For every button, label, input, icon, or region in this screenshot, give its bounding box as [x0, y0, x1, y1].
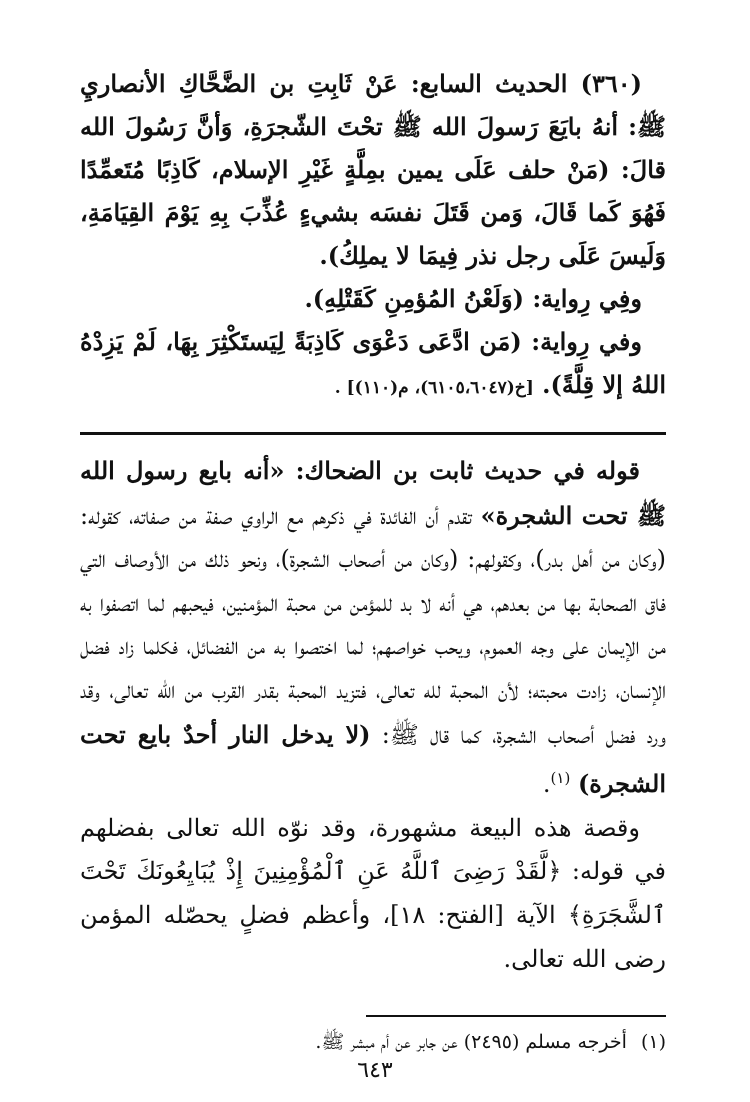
footnote-text: أخرجه مسلم (٢٤٩٥) عن جابر عن أم مبشر ﷺ.	[315, 1031, 627, 1054]
hadith-block	[80, 62, 666, 410]
commentary-quote: (لا يدخل النار أحدٌ بايع تحت الشجرة)	[80, 719, 666, 799]
section-divider	[80, 432, 666, 435]
hadith-main-text: (٣٦٠) الحديث السابع: عَنْ ثَابِتِ بن الضَّحَّاكِ الأنصاريِ ﷺ: أنهُ بايَعَ رَسولَ الله ﷺ تحْتَ الشّجرَةِ، وَأنَّ رَسُولَ الله قالَ: (مَنْ حلف عَلَى يمين بمِلَّةٍ غَيْرِ الإسلام، كَاذِبًا مُتَعمِّدًا فَهُوَ كَما قَالَ، وَمن قَتَلَ نفسَه بشيءٍ عُذِّبَ بِهِ يَوْمَ القِيَامَةِ، وَلَيسَ عَلَى رجل نذر فِيمَا لا يملِكُ).	[80, 69, 666, 270]
page-number: ٦٤٣	[357, 1058, 393, 1083]
hadith-riwaya-1: وفِي رِواية: (وَلَعْنُ المُؤمِنِ كَقَتْلِهِ).	[304, 284, 642, 313]
hadith-references: [خ(٦١٠٥،٦٠٤٧)، م(١١٠)] .	[334, 378, 534, 398]
commentary-body: تقدم أن الفائدة في ذكرهم مع الراوي صفة من صفاته، كقوله: (وكان من أهل بدر)، وكقولهم: (وكان من أصحاب الشجرة)، ونحو ذلك من الأوصاف التي فاق الصحابة بها من بعدهم، هي أنه لا بد للمؤمن من محبة المؤمنين، فيحبهم لما اتصفوا به من الإيمان على وجه العموم، ويحب خواصهم؛ لما اختصوا به من الفضائل، فكلما زاد فضل الإنسان، زادت محبته؛ لأن المحبة لله تعالى، فتزيد المحبة بقدر القرب من الله تعالى، وقد ورد فضل أصحاب الشجرة، كما قال ﷺ:	[80, 501, 667, 749]
commentary-block	[80, 449, 666, 981]
footnote	[80, 1027, 666, 1057]
commentary-end: .	[542, 770, 551, 799]
commentary-p2-intro: وقصة هذه البيعة مشهورة، وقد نوّه الله تعالى بفضلهم في قوله:	[80, 813, 666, 886]
commentary-lead: قوله في حديث ثابت بن الضحاك: «أنه بايع رسول الله ﷺ تحت الشجرة»	[80, 456, 667, 530]
footnote-number: (١)	[640, 1031, 666, 1054]
quran-verse: ﴿لَّقَدْ رَضِىَ ٱللَّهُ عَنِ ٱلْمُؤْمِنِينَ إِذْ يُبَايِعُونَكَ تَحْتَ ٱلشَّجَرَةِ﴾	[80, 857, 667, 929]
footnote-marker: (١)	[550, 769, 571, 788]
footnote-divider	[366, 1015, 666, 1017]
commentary-paragraph-1	[80, 449, 666, 807]
hadith-riwaya-2-text: وفي رِواية: (مَن ادَّعَى دَعْوَى كَاذِبَةً لِيَستَكْثِرَ بِهَا، لَمْ يَزِدْهُ اللهُ إلا قِلَّةً).	[80, 327, 666, 399]
hadith-riwaya-2	[80, 320, 666, 410]
commentary-p2-outro: الآية [الفتح: ١٨]، وأعظم فضلٍ يحصّله المؤمن رضى الله تعالى.	[80, 900, 666, 973]
commentary-paragraph-2	[80, 807, 666, 981]
